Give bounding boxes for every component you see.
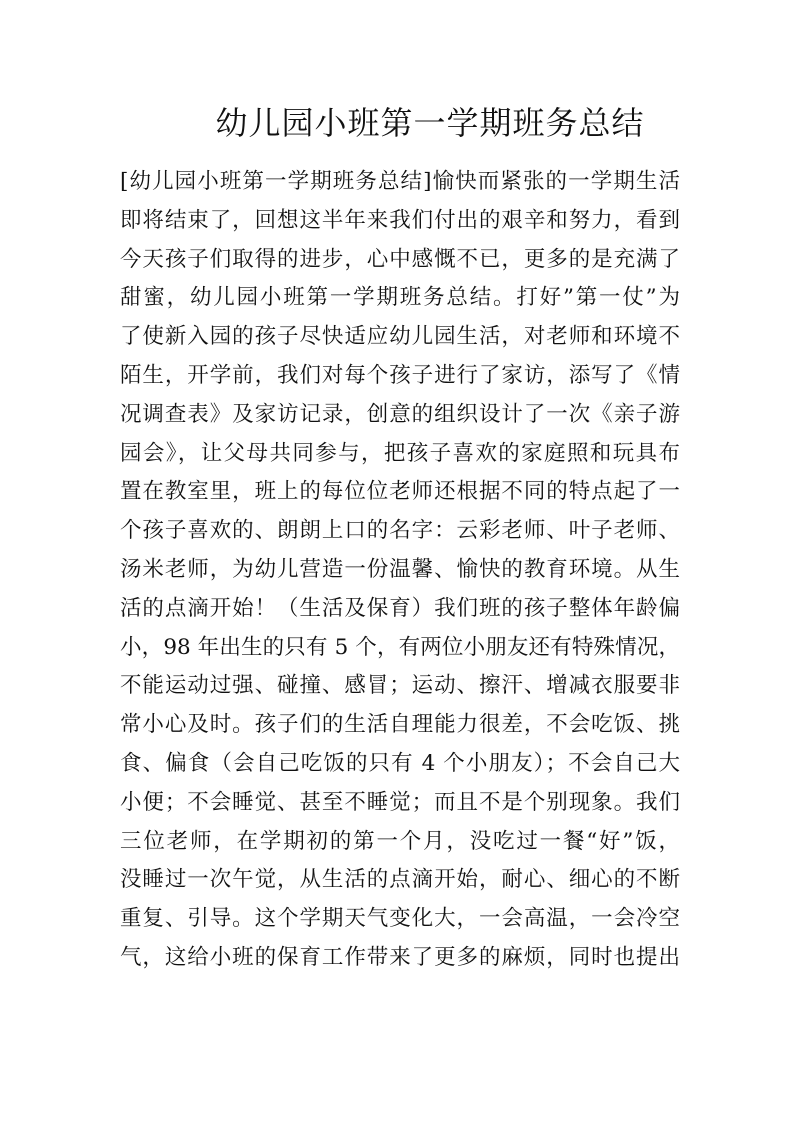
body-line: 三位老师，在学期初的第一个月，没吃过一餐“好”饭，: [120, 828, 680, 854]
document-title: 幼儿园小班第一学期班务总结: [215, 104, 645, 142]
body-line: 食、偏食（会自己吃饭的只有 4 个小朋友）；不会自己大: [120, 750, 680, 776]
body-line: 今天孩子们取得的进步，心中感慨不已，更多的是充满了: [120, 246, 680, 272]
body-line: 了使新入园的孩子尽快适应幼儿园生活，对老师和环境不: [120, 324, 680, 350]
body-line: 甜蜜，幼儿园小班第一学期班务总结。打好”第一仗”为: [120, 285, 680, 311]
body-line: 园会》，让父母共同参与，把孩子喜欢的家庭照和玩具布: [120, 440, 680, 466]
body-line: 重复、引导。这个学期天气变化大，一会高温，一会冷空: [120, 906, 680, 932]
body-line: [幼儿园小班第一学期班务总结]愉快而紧张的一学期生活: [120, 169, 680, 194]
body-line: 汤米老师，为幼儿营造一份温馨、愉快的教育环境。从生: [120, 556, 680, 582]
document-body: [120, 163, 680, 978]
body-line: 即将结束了，回想这半年来我们付出的艰辛和努力，看到: [120, 207, 680, 233]
body-line: 常小心及时。孩子们的生活自理能力很差，不会吃饭、挑: [120, 712, 680, 738]
body-line: 况调查表》及家访记录，创意的组织设计了一次《亲子游: [120, 401, 680, 427]
body-line: 小便；不会睡觉、甚至不睡觉；而且不是个别现象。我们: [120, 789, 680, 815]
body-line: 小，98 年出生的只有 5 个，有两位小朋友还有特殊情况，: [120, 634, 680, 660]
body-line: 不能运动过强、碰撞、感冒；运动、擦汗、增减衣服要非: [120, 673, 680, 699]
body-line: 气，这给小班的保育工作带来了更多的麻烦，同时也提出: [120, 944, 680, 970]
body-line: 活的点滴开始！（生活及保育）我们班的孩子整体年龄偏: [120, 595, 680, 621]
body-line: 置在教室里，班上的每位位老师还根据不同的特点起了一: [120, 479, 680, 505]
body-line: 没睡过一次午觉，从生活的点滴开始，耐心、细心的不断: [120, 867, 680, 893]
body-line: 个孩子喜欢的、朗朗上口的名字：云彩老师、叶子老师、: [120, 518, 680, 544]
body-line: 陌生，开学前，我们对每个孩子进行了家访，添写了《情: [120, 362, 680, 388]
